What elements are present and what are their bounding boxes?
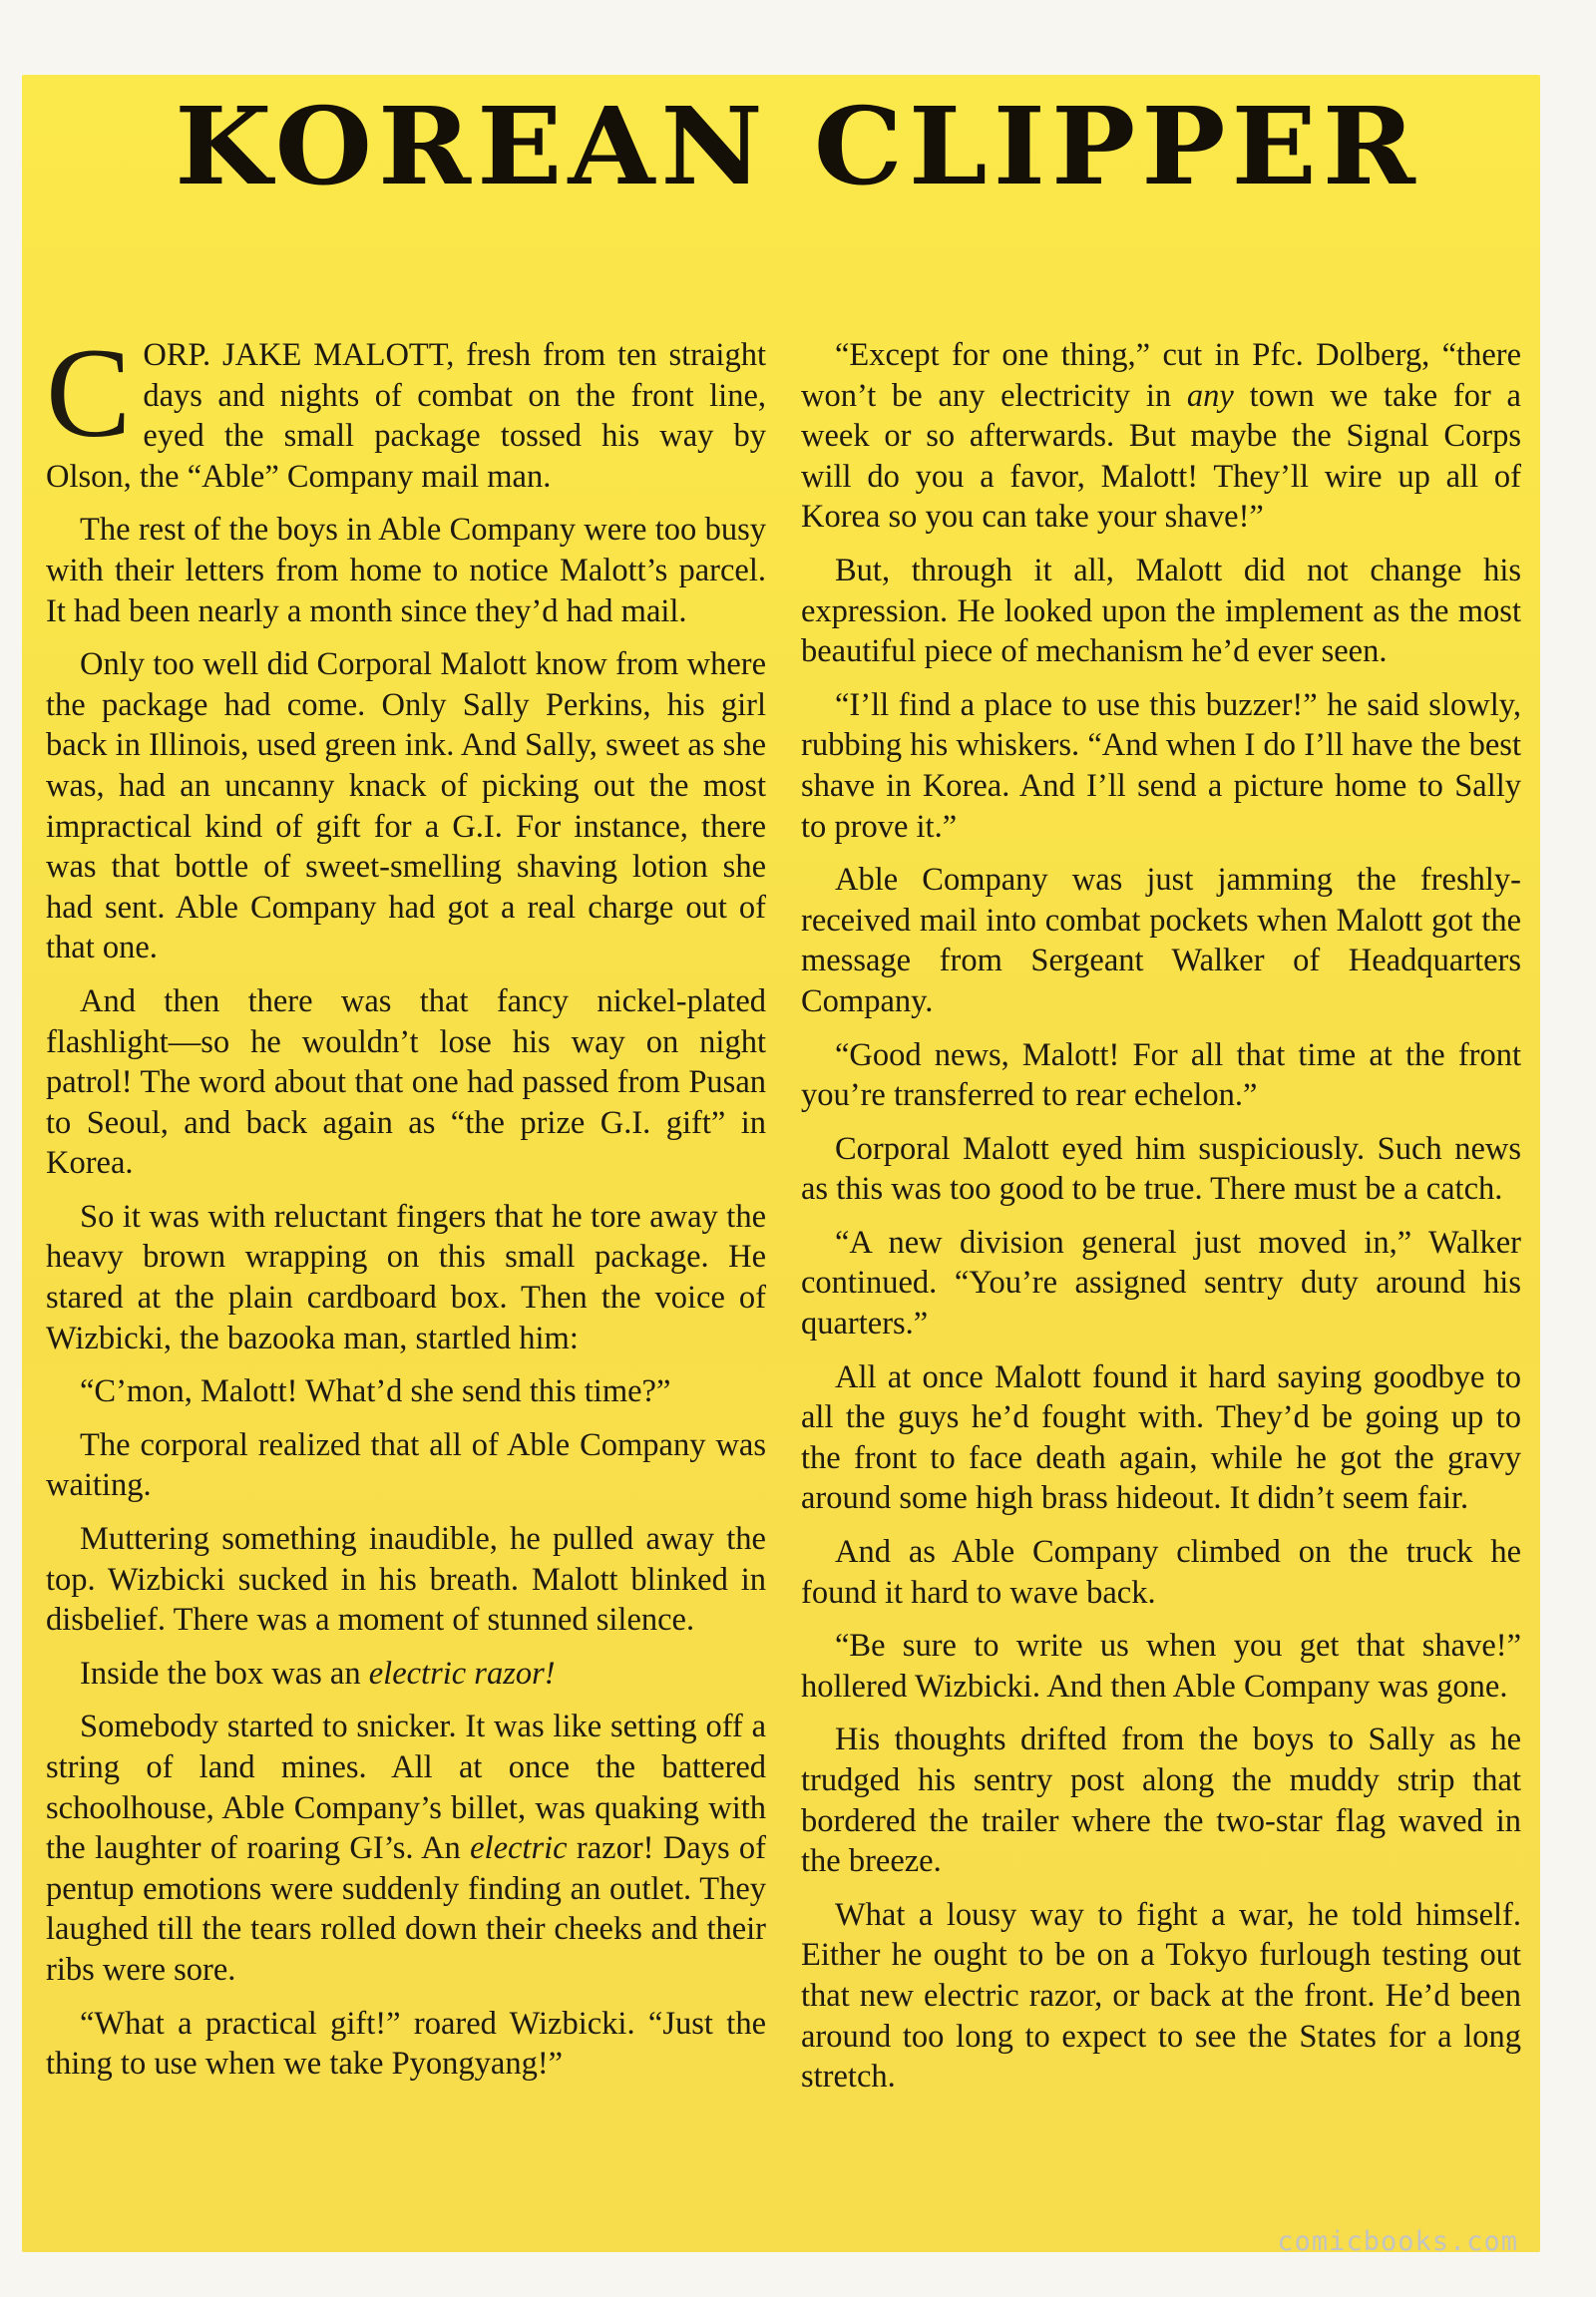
drop-cap: C xyxy=(46,322,132,464)
paragraph: Only too well did Corporal Malott know from where the package had come. Only Sally Perkins, his girl back in Illinois, used green ink. And Sally, sweet as she was, had an uncanny knack of picking out the most impractical kind of gift for a G.I. For instance, there was that bottle of sweet-smelling shaving lotion she had sent. Able Company had got a real charge out of that one. xyxy=(46,646,766,966)
paragraph: So it was with reluctant fingers that he tore away the heavy brown wrapping on this small package. He stared at the plain cardboard box. Then the voice of Wizbicki, the bazooka man, startled him: xyxy=(46,1198,766,1356)
paragraph: “A new division general just moved in,” Walker continued. “You’re assigned sentry duty around his quarters.” xyxy=(801,1224,1521,1342)
right-column xyxy=(801,335,1521,2110)
paragraph: “Good news, Malott! For all that time at the front you’re transferred to rear echelon.” xyxy=(801,1036,1521,1114)
paragraph: Muttering something inaudible, he pulled away the top. Wizbicki sucked in his breath. Malott blinked in disbelief. There was a moment of stunned silence. xyxy=(46,1521,766,1639)
paragraph: Somebody started to snicker. It was like setting off a string of land mines. All at once the battered schoolhouse, Able Company’s billet, was quaking with the laughter of roaring GI’s. An electric razor! Days of pentup emotions were suddenly finding an outlet. They laughed till the tears rolled down their cheeks and their ribs were sore. xyxy=(46,1709,766,1988)
paragraph: Able Company was just jamming the freshly-received mail into combat pockets when Malott got the message from Sergeant Walker of Headquarters Company. xyxy=(801,862,1521,1019)
paragraph: The rest of the boys in Able Company were too busy with their letters from home to notice Malott’s parcel. It had been nearly a month since they’d had mail. xyxy=(46,512,766,629)
site-watermark: comicbooks.com xyxy=(1277,2226,1518,2257)
paragraph: What a lousy way to fight a war, he told himself. Either he ought to be on a Tokyo furlough testing out that new electric razor, or back at the front. He’d been around too long to expect to see the States for a long stretch. xyxy=(801,1896,1521,2096)
paragraph: “C’mon, Malott! What’d she send this time?” xyxy=(80,1373,671,1410)
paragraph: All at once Malott found it hard saying goodbye to all the guys he’d fought with. They’d be going up to the front to face death again, while he got the gravy around some high brass hideout. It didn’t seem fair. xyxy=(801,1358,1521,1517)
paragraph: His thoughts drifted from the boys to Sally as he trudged his sentry post along the muddy strip that bordered the trailer where the two-star flag waved in the breeze. xyxy=(801,1722,1521,1880)
paragraph: And then there was that fancy nickel-plated flashlight—so he wouldn’t lose his way on night patrol! The word about that one had passed from Pusan to Seoul, and back again as “the prize G.I. gift” in Korea. xyxy=(46,982,766,1182)
paragraph: And as Able Company climbed on the truck he found it hard to wave back. xyxy=(801,1534,1521,1611)
paragraph: “Except for one thing,” cut in Pfc. Dolberg, “there won’t be any electricity in any town we take for a week or so afterwards. But maybe the Signal Corps will do you a favor, Malott! They’ll wire up all of Korea so you can take your shave!” xyxy=(801,337,1521,536)
paragraph: CORP. JAKE MALOTT, fresh from ten straight days and nights of combat on the front line, eyed the small package tossed his way by Olson, the “Able” Company mail man. xyxy=(46,322,766,495)
paragraph: “What a practical gift!” roared Wizbicki. “Just the thing to use when we take Pyongyang!” xyxy=(46,2005,766,2083)
paragraph: “I’ll find a place to use this buzzer!” he said slowly, rubbing his whiskers. “And when I do I’ll have the best shave in Korea. And I’ll send a picture home to Sally to prove it.” xyxy=(801,686,1521,845)
paragraph: But, through it all, Malott did not change his expression. He looked upon the implement as the most beautiful piece of mechanism he’d ever seen. xyxy=(801,552,1521,670)
paragraph: “Be sure to write us when you get that shave!” hollered Wizbicki. And then Able Company was gone. xyxy=(801,1628,1521,1705)
paragraph: The corporal realized that all of Able Company was waiting. xyxy=(46,1426,766,1504)
paragraph: Corporal Malott eyed him suspiciously. Such news as this was too good to be true. There must be a catch. xyxy=(801,1130,1521,1208)
paragraph: Inside the box was an electric razor! xyxy=(80,1655,556,1692)
left-column xyxy=(46,322,766,2098)
story-title: KOREAN CLIPPER xyxy=(175,85,1421,209)
